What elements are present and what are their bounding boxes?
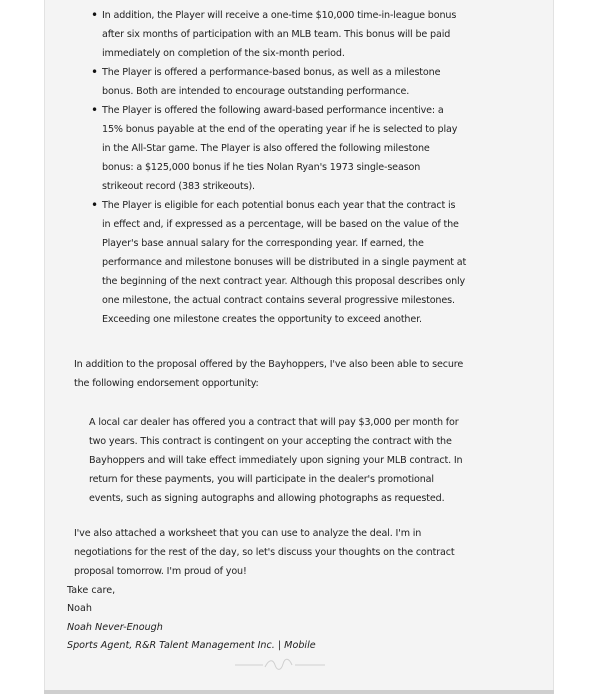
paragraph-line: the following endorsement opportunity: [74,378,259,389]
bullet-award-incentive [91,101,482,196]
car-dealer-offer-quote [89,413,469,508]
bullet-line: bonus: a $125,000 bonus if he ties Nolan Ryan's 1973 single-season [102,162,421,173]
bullet-dot-icon: • [91,8,98,22]
bullet-line: immediately on completion of the six-month period. [102,48,345,59]
paragraph-line: I've also attached a worksheet that you can use to analyze the deal. I'm in [74,528,422,539]
bullet-line: strikeout record (383 strikeouts). [102,181,255,192]
divider-flourish-icon [235,655,325,675]
bullet-line: Player's base annual salary for the corresponding year. If earned, the [102,238,424,249]
bullet-eligibility [91,196,482,329]
bullet-line: in effect and, if expressed as a percentage, will be based on the value of the [102,219,459,230]
paragraph-line: In addition to the proposal offered by the Bayhoppers, I've also been able to secure [74,359,464,370]
page-bottom-edge [44,690,554,694]
paragraph-line: negotiations for the rest of the day, so let's discuss your thoughts on the contract [74,547,455,558]
bullet-line: in the All-Star game. The Player is also offered the following milestone [102,143,430,154]
paragraph-line: two years. This contract is contingent on your accepting the contract with the [89,436,452,447]
bonus-bullet-list [91,6,482,329]
bullet-line: one milestone, the actual contract contains several progressive milestones. [102,295,455,306]
bullet-line: The Player is eligible for each potential bonus each year that the contract is [102,200,456,211]
signature-title: Sports Agent, R&R Talent Management Inc. | Mobile [67,640,316,651]
paragraph-line: return for these payments, you will participate in the dealer's promotional [89,474,434,485]
bullet-line: performance and milestone bonuses will be distributed in a single payment at [102,257,467,268]
signature-name: Noah [67,603,93,614]
bullet-line: after six months of participation with an MLB team. This bonus will be paid [102,29,451,40]
signature-nickname: Noah Never-Enough [67,622,163,633]
bullet-performance-milestone-bonus [91,63,482,101]
paragraph-line: events, such as signing autographs and allowing photographs as requested. [89,493,445,504]
bullet-time-in-league-bonus [91,6,482,63]
bullet-line: The Player is offered the following award-based performance incentive: a [102,105,444,116]
bullet-line: Exceeding one milestone creates the opportunity to exceed another. [102,314,422,325]
endorsement-intro-paragraph [74,355,474,393]
bullet-line: bonus. Both are intended to encourage outstanding performance. [102,86,410,97]
paragraph-line: proposal tomorrow. I'm proud of you! [74,566,247,577]
bullet-dot-icon: • [91,65,98,79]
bullet-line: 15% bonus payable at the end of the operating year if he is selected to play [102,124,458,135]
bullet-line: The Player is offered a performance-based bonus, as well as a milestone [102,67,441,78]
paragraph-line: Bayhoppers and will take effect immediately upon signing your MLB contract. In [89,455,463,466]
bullet-dot-icon: • [91,103,98,117]
bullet-line: the beginning of the next contract year. Although this proposal describes only [102,276,466,287]
paragraph-line: A local car dealer has offered you a contract that will pay $3,000 per month for [89,417,459,428]
worksheet-attachment-paragraph [74,524,464,581]
bullet-line: In addition, the Player will receive a one-time $10,000 time-in-league bonus [102,10,457,21]
bullet-dot-icon: • [91,198,98,212]
signature-closing: Take care, [67,585,116,596]
